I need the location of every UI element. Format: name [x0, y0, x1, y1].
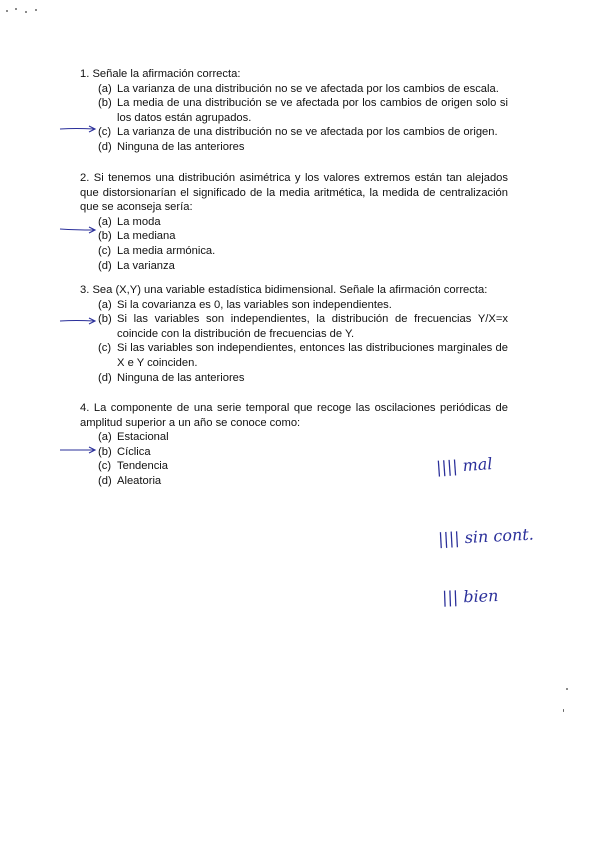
option-d: (d) La varianza — [98, 259, 175, 272]
hand-arrow-icon — [58, 445, 98, 455]
option-b: (b) Cíclica — [98, 445, 151, 458]
scan-marks — [6, 8, 40, 14]
option-b: (b) La mediana — [98, 230, 176, 243]
handwritten-note-bien: ||| bien — [441, 586, 499, 607]
option-c: (c) La media armónica. — [98, 244, 216, 257]
option-a: (a) Estacional — [98, 431, 169, 444]
option-c: (c) Si las variables son independientes, entonces las distribuciones marginales de X e Y coinciden. — [98, 342, 508, 369]
stray-mark — [566, 688, 568, 690]
option-a: (a) Si la covarianza es 0, las variables son independientes. — [98, 298, 392, 311]
option-b: (b) La media de una distribución se ve afectada por los cambios de origen solo si los datos están agrupados. — [98, 97, 508, 124]
hand-arrow-icon — [58, 124, 98, 134]
hand-arrow-icon — [58, 316, 98, 326]
option-d: (d) Ninguna de las anteriores — [98, 371, 245, 384]
option-c: (c) Tendencia — [98, 460, 169, 473]
handwritten-note-sin-cont: |||| sin cont. — [437, 524, 535, 549]
option-b: (b) Si las variables son independientes, la distribución de frecuencias Y/X=x coincide con la distribución de frecuencias de Y. — [98, 313, 508, 340]
option-d: (d) Aleatoria — [98, 474, 162, 487]
option-a: (a) La varianza de una distribución no se ve afectada por los cambios de escala. — [98, 82, 499, 95]
question-stem: 3. Sea (X,Y) una variable estadística bidimensional. Señale la afirmación correcta: — [80, 284, 488, 296]
question-stem: 4. La componente de una serie temporal que recoge las oscilaciones periódicas de amplitud superior a un año se conoce como: — [80, 402, 508, 429]
handwritten-note-mal: |||| mal — [435, 454, 494, 477]
question-stem: 2. Si tenemos una distribución asimétrica y los valores extremos están tan alejados que distorsionarían el significado de la media aritmética, la medida de centralización que se aconseja sería: — [80, 172, 508, 214]
question-1 — [80, 67, 508, 155]
option-a: (a) La moda — [98, 215, 161, 228]
option-c: (c) La varianza de una distribución no se ve afectada por los cambios de origen. — [98, 126, 498, 139]
option-d: (d) Ninguna de las anteriores — [98, 140, 245, 153]
hand-arrow-icon — [58, 225, 98, 235]
stray-mark — [563, 709, 564, 712]
question-3 — [80, 283, 508, 385]
question-stem: 1. Señale la afirmación correcta: — [80, 68, 241, 80]
question-2 — [80, 171, 508, 273]
